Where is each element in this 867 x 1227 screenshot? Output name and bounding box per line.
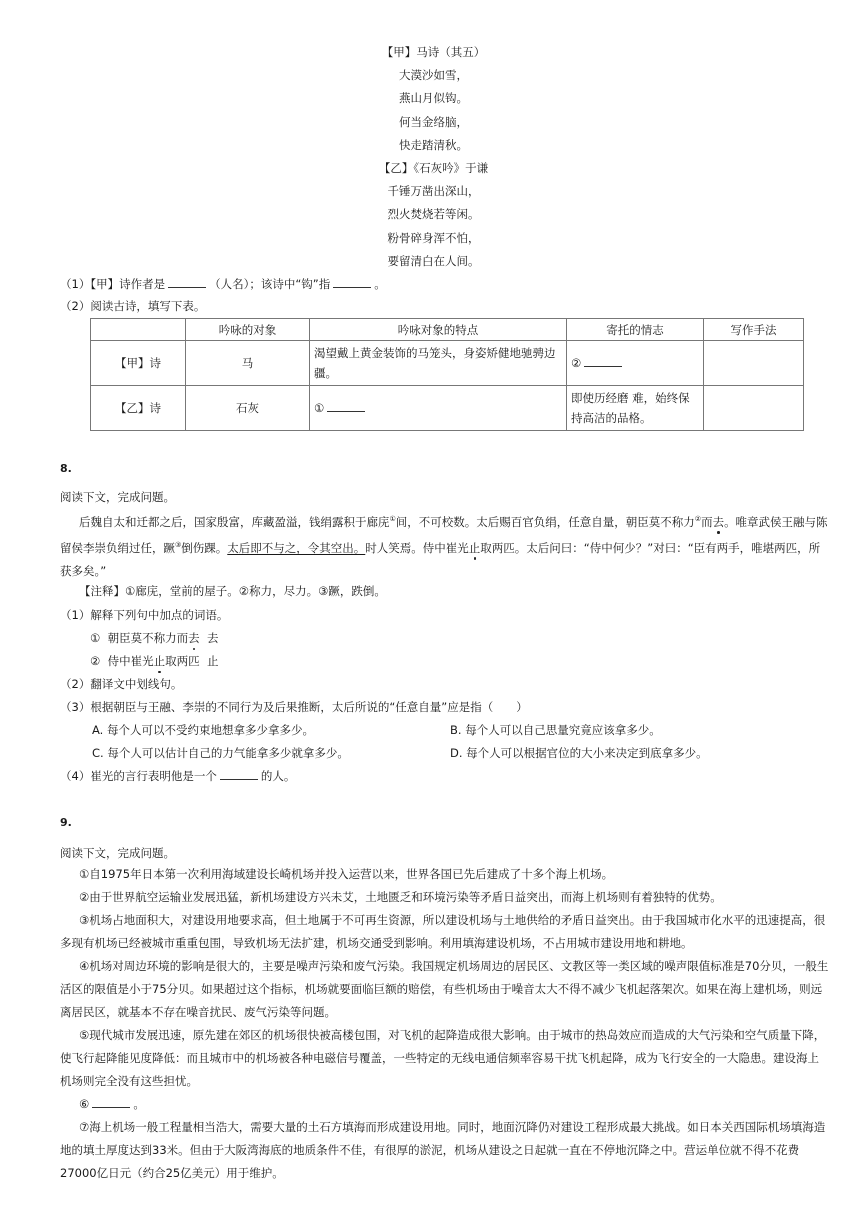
item-text: 取两匹 <box>165 654 200 668</box>
footnote-mark: ① <box>389 515 396 523</box>
passage-text: 而 <box>701 514 713 529</box>
option-d[interactable]: D. 每个人可以根据官位的大小来决定到底拿多少。 <box>450 746 708 760</box>
q8-sub4-text: 的人。 <box>260 769 296 783</box>
table-cell <box>310 386 567 431</box>
question-number: 8. <box>60 462 72 475</box>
table-row <box>91 386 804 431</box>
blank-number: ① <box>314 401 325 415</box>
poem-jia-line: 大漠沙如雪， <box>399 68 468 83</box>
q8-sub2: （2）翻译文中划线句。 <box>60 677 183 691</box>
poem-jia-line: 燕山月似钩。 <box>399 91 468 106</box>
table-cell: 石灰 <box>186 386 310 431</box>
table-header <box>91 319 186 341</box>
answer-blank[interactable] <box>92 1095 130 1108</box>
passage-text: ①自1975年日本第一次利用海域建设长崎机场并投入运营以来，世界各国已先后建成了十多个海上机场。 <box>79 867 614 881</box>
poem-yi-line: 千锤万凿出深山， <box>387 184 480 199</box>
q9-para <box>60 886 830 909</box>
q7-sub1-text: （人名）；该诗中“钩”指 <box>209 277 331 291</box>
q8-word-item <box>90 651 867 671</box>
q9-para <box>60 909 830 955</box>
table-header-row <box>91 319 804 341</box>
passage-text: 倒伤踝。 <box>181 540 228 555</box>
table-cell: 即使历经磨 难，始终保持高洁的品格。 <box>567 386 704 431</box>
passage-text: ③机场占地面积大，对建设用地要求高，但土地属于不可再生资源，所以建设机场与土地供给的矛盾日益突出。由于我国城市化水平的迅速提高，很多现有机场已经被城市重重包围，导致机场无法扩建，机场交通受到影响。利用填海建设机场，不占用城市建设用地和耕地。 <box>60 913 826 950</box>
dotted-word: 去 <box>712 514 725 529</box>
q8-intro: 阅读下文，完成问题。 <box>60 490 175 504</box>
answer-blank[interactable] <box>327 399 365 412</box>
option-c[interactable]: C. 每个人可以估计自己的力气能拿多少就拿多少。 <box>92 746 349 760</box>
poem-yi-line: 要留清白在人间。 <box>387 253 480 268</box>
passage-text: 间，不可校数。太后赐百官负绢，任意自量，朝臣莫不称力 <box>395 514 695 529</box>
table-cell: 【乙】诗 <box>91 386 186 431</box>
table-row <box>91 341 804 386</box>
passage-text: 。唯章武侯王融与陈留侯李崇负绢过任，蹶 <box>60 514 828 555</box>
poem-jia-line: 快走踏清秋。 <box>399 137 468 152</box>
item-text: 朝臣莫不称力而 <box>107 631 189 645</box>
q8-notes <box>60 581 840 601</box>
table-cell: 【甲】诗 <box>91 341 186 386</box>
table-cell: 马 <box>186 341 310 386</box>
passage-text: ④机场对周边环境的影响是很大的，主要是噪声污染和废气污染。我国规定机场周边的居民区、文教区等一类区域的噪声限值标准是70分贝，一般生活区的限值是小于75分贝。如果超过这个指标，机场就要面临巨额的赔偿，有些机场由于噪音太大不得不减少飞机起落架次。如果在海上建机场，则远离居民区，就基本不存在噪音扰民、废气污染等问题。 <box>60 959 829 1019</box>
q7-sub1 <box>60 274 840 294</box>
table-cell[interactable] <box>704 386 804 431</box>
q9-para <box>60 1093 830 1116</box>
answer-blank[interactable] <box>220 767 258 780</box>
table-header: 吟咏的对象 <box>186 319 310 341</box>
question-number: 9. <box>60 816 72 829</box>
item-number: ① <box>90 631 101 645</box>
q7-sub2: （2）阅读古诗，填写下表。 <box>60 299 206 313</box>
item-text: 侍中崔光 <box>107 654 154 668</box>
dotted-word: 止 <box>153 654 166 668</box>
poem-jia-title: 【甲】马诗（其五） <box>381 45 486 59</box>
poem-jia-line: 何当金络脑， <box>399 114 468 129</box>
passage-text: 。 <box>133 1097 145 1111</box>
poem-yi-line: 烈火焚烧若等闲。 <box>387 207 480 222</box>
passage-text: ②由于世界航空运输业发展迅猛，新机场建设方兴未艾，土地匮乏和环境污染等矛盾日益突出，而海上机场则有着独特的优势。 <box>79 890 722 904</box>
footnote-mark: ③ <box>175 540 182 549</box>
table-cell: 渴望戴上黄金装饰的马笼头，身姿矫健地驰骋边疆。 <box>310 341 567 386</box>
passage-text: ⑦海上机场一般工程量相当浩大，需要大量的土石方填海而形成建设用地。同时，地面沉降仍对建设工程形成最大挑战。如日本关西国际机场填海造地的填土厚度达到33米。但由于大阪湾海底的地质条件不佳，有很厚的淤泥，机场从建设之日起就一直在不停地沉降之中。营运单位就不得不花费27000亿日元（约合25亿美元）用于维护。 <box>60 1120 826 1180</box>
q9-intro: 阅读下文，完成问题。 <box>60 846 175 860</box>
q7-sub1-text: 。 <box>374 277 386 291</box>
table-header: 写作手法 <box>704 319 804 341</box>
table-cell[interactable] <box>704 341 804 386</box>
passage-text: ⑤现代城市发展迅速，原先建在郊区的机场很快被高楼包围，对飞机的起降造成很大影响。由于城市的热岛效应而造成的大气污染和空气质量下降，使飞行起降能见度降低：而且城市中的机场被各种电磁信号覆盖，一些特定的无线电通信频率容易干扰飞机起降，成为飞行安全的一大隐患。建设海上机场则完全没有这些担忧。 <box>60 1028 826 1088</box>
poem-block <box>0 41 867 273</box>
dotted-word: 去 <box>188 631 200 645</box>
blank-number: ② <box>571 356 582 370</box>
option-b[interactable]: B. 每个人可以自己思量究竟应该拿多少。 <box>450 723 661 737</box>
underlined-sentence: 太后即不与之，令其空出。 <box>227 540 366 555</box>
q8-passage <box>60 508 830 583</box>
q9-para <box>60 955 830 1024</box>
q8-sub3: （3）根据朝臣与王融、李崇的不同行为及后果推断，太后所说的“任意自量”应是指（ ） <box>60 700 528 714</box>
passage-text: ⑥ <box>79 1097 90 1111</box>
poem-yi-title: 【乙】《石灰吟》于谦 <box>378 160 489 175</box>
passage-text: 时人笑焉。侍中崔光 <box>365 540 469 555</box>
table-header: 吟咏对象的特点 <box>310 319 567 341</box>
q8-sub4-text: （4）崔光的言行表明他是一个 <box>60 769 217 783</box>
item-word: 去 <box>206 631 219 645</box>
dotted-word: 止 <box>468 540 481 555</box>
item-number: ② <box>90 654 101 668</box>
q8-sub4 <box>60 766 840 786</box>
q7-sub1-text: （1）【甲】诗作者是 <box>60 277 166 291</box>
q9-para <box>60 1116 830 1185</box>
answer-blank[interactable] <box>584 354 622 367</box>
answer-blank[interactable] <box>168 275 206 288</box>
answer-blank[interactable] <box>333 275 371 288</box>
q9-para <box>60 1024 830 1093</box>
q8-sub1: （1）解释下列句中加点的词语。 <box>60 608 229 622</box>
passage-text: 取两匹。太后问曰：“侍中何少？”对曰：“臣有两手，唯堪两匹，所获多矣。” <box>60 540 821 578</box>
table-header: 寄托的情志 <box>567 319 704 341</box>
q9-para <box>60 863 830 886</box>
option-a[interactable]: A. 每个人可以不受约束地想拿多少拿多少。 <box>92 723 314 737</box>
table-cell <box>567 341 704 386</box>
notes-text: 【注释】①廊庑，堂前的屋子。②称力，尽力。③蹶，跌倒。 <box>79 584 386 598</box>
poem-analysis-table <box>90 318 804 431</box>
q8-word-item <box>90 628 867 648</box>
passage-text: 后魏自太和迁都之后，国家殷富，库藏盈溢，钱绢露积于廊庑 <box>79 514 390 529</box>
poem-yi-line: 粉骨碎身浑不怕， <box>387 230 480 245</box>
item-word: 止 <box>206 654 219 668</box>
footnote-mark: ② <box>694 515 702 523</box>
